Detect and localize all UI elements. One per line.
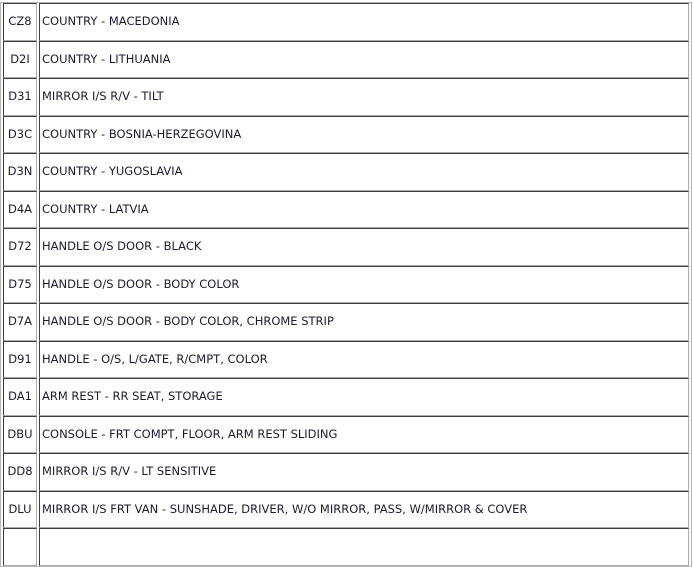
option-code-cell: CZ8 xyxy=(3,3,37,41)
option-description-cell: HANDLE O/S DOOR - BODY COLOR, CHROME STRIP xyxy=(39,303,689,341)
option-code-cell: DA1 xyxy=(3,378,37,416)
option-description-cell: MIRROR I/S R/V - TILT xyxy=(39,78,689,116)
table-row xyxy=(3,191,689,229)
option-code-cell: DD8 xyxy=(3,453,37,491)
option-code-cell: D3N xyxy=(3,153,37,191)
option-description-cell: MIRROR I/S R/V - LT SENSITIVE xyxy=(39,453,689,491)
table-row xyxy=(3,78,689,116)
option-description-cell: COUNTRY - LITHUANIA xyxy=(39,41,689,79)
option-description-cell: ARM REST - RR SEAT, STORAGE xyxy=(39,378,689,416)
option-code-cell: D91 xyxy=(3,341,37,379)
option-description-cell: COUNTRY - MACEDONIA xyxy=(39,3,689,41)
table-row xyxy=(3,378,689,416)
table-row xyxy=(3,228,689,266)
table-row xyxy=(3,416,689,454)
table-row xyxy=(3,266,689,304)
option-code-cell: D4A xyxy=(3,191,37,229)
option-code-cell: D7A xyxy=(3,303,37,341)
table-row xyxy=(3,153,689,191)
option-description-cell: COUNTRY - LATVIA xyxy=(39,191,689,229)
option-description-cell: MIRROR I/S FRT VAN - SUNSHADE, DRIVER, W/O MIRROR, PASS, W/MIRROR & COVER xyxy=(39,491,689,529)
option-code-cell: D31 xyxy=(3,78,37,116)
table-row xyxy=(3,341,689,379)
option-description-cell: HANDLE O/S DOOR - BLACK xyxy=(39,228,689,266)
option-codes-table xyxy=(0,2,692,567)
option-code-cell xyxy=(3,528,37,566)
option-description-cell: COUNTRY - BOSNIA-HERZEGOVINA xyxy=(39,116,689,154)
table-row xyxy=(3,453,689,491)
table-row xyxy=(3,303,689,341)
table-row xyxy=(3,491,689,529)
option-description-cell: HANDLE O/S DOOR - BODY COLOR xyxy=(39,266,689,304)
option-code-cell: DLU xyxy=(3,491,37,529)
codes-table-body xyxy=(3,3,689,566)
table-row xyxy=(3,116,689,154)
table-row-partial xyxy=(3,528,689,566)
option-code-cell: D75 xyxy=(3,266,37,304)
option-code-cell: D3C xyxy=(3,116,37,154)
option-code-cell: DBU xyxy=(3,416,37,454)
option-description-cell: CONSOLE - FRT COMPT, FLOOR, ARM REST SLIDING xyxy=(39,416,689,454)
option-code-cell: D2I xyxy=(3,41,37,79)
option-description-cell: HANDLE - O/S, L/GATE, R/CMPT, COLOR xyxy=(39,341,689,379)
table-row xyxy=(3,41,689,79)
option-description-cell: COUNTRY - YUGOSLAVIA xyxy=(39,153,689,191)
table-row xyxy=(3,3,689,41)
option-code-cell: D72 xyxy=(3,228,37,266)
option-description-cell xyxy=(39,528,689,566)
